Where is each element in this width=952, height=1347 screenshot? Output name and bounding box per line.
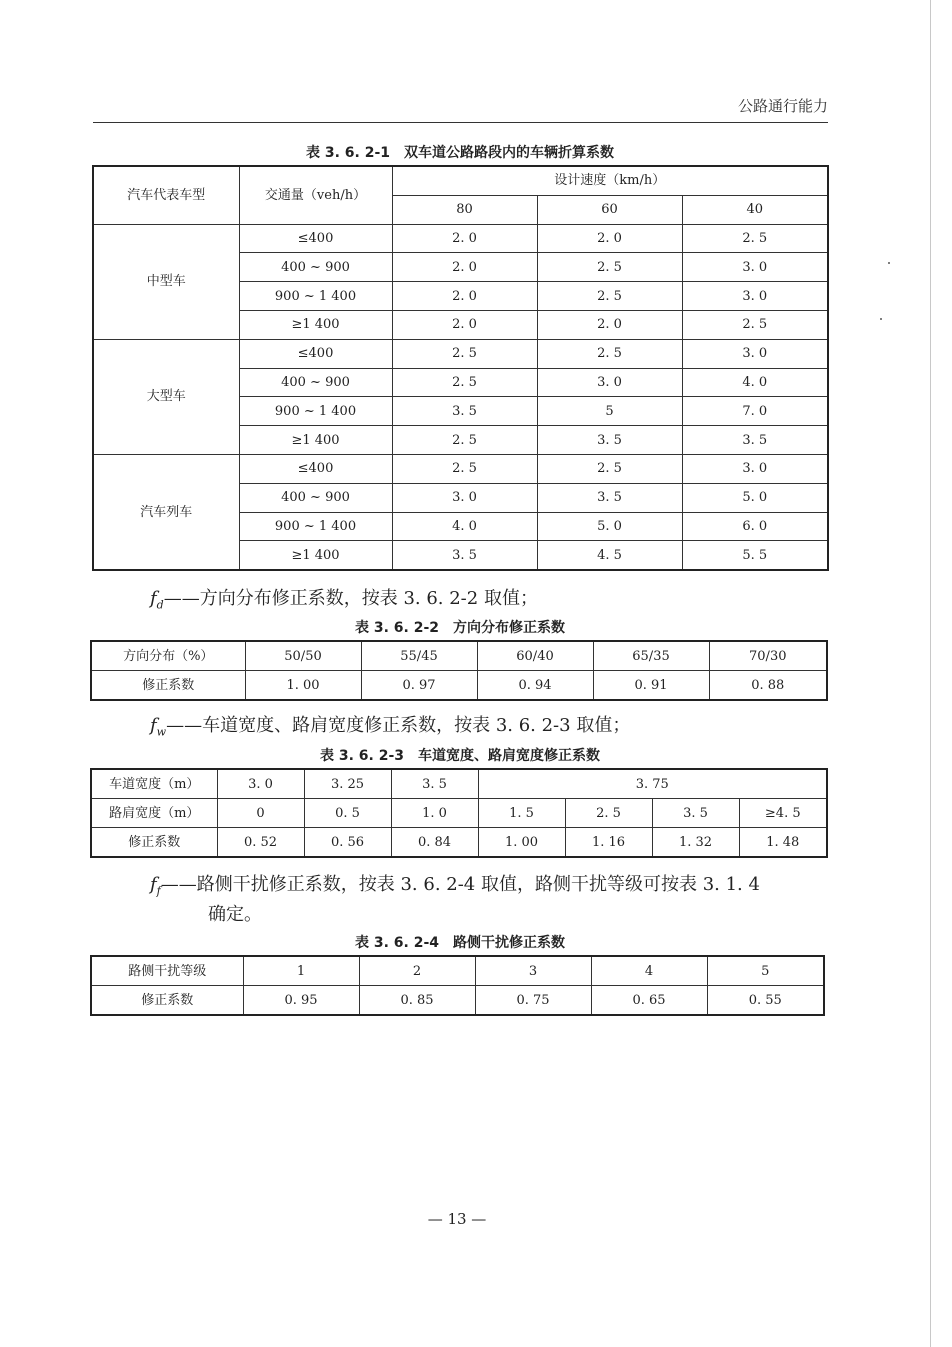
volume-cell: ≤400	[239, 224, 392, 253]
scan-speck	[880, 318, 882, 320]
volume-cell: 900 ~ 1 400	[239, 397, 392, 426]
volume-cell: ≥1 400	[239, 426, 392, 455]
scan-edge-line	[930, 0, 931, 1347]
table-cell: 1. 00	[478, 828, 565, 858]
table-row	[91, 641, 827, 671]
table-cell: 2	[359, 956, 475, 986]
table-cell: 3. 5	[392, 541, 537, 570]
table-cell: 0. 55	[707, 986, 824, 1016]
table-cell: 2. 0	[537, 224, 682, 253]
running-header: 公路通行能力	[737, 97, 828, 115]
table-row	[91, 986, 824, 1016]
table-cell: 5. 5	[682, 541, 828, 570]
page-number: — 13 —	[427, 1210, 487, 1228]
table-cell: 1. 0	[391, 799, 478, 828]
table-cell: 5	[537, 397, 682, 426]
table1-head-speed: 设计速度（km/h）	[392, 166, 828, 195]
volume-cell: 400 ~ 900	[239, 368, 392, 397]
table-cell: 2. 5	[682, 224, 828, 253]
table-row	[93, 224, 828, 253]
vehicle-type-cell: 大型车	[93, 339, 239, 454]
table-row	[93, 454, 828, 483]
table1-speed-40: 40	[682, 195, 828, 224]
table-cell: 3. 0	[217, 769, 304, 799]
table-row	[91, 956, 824, 986]
table-cell: 1. 00	[245, 671, 361, 701]
table-vehicle-conversion	[92, 165, 829, 571]
table-cell: 3. 0	[537, 368, 682, 397]
header-rule	[93, 122, 828, 123]
table4-caption: 表 3. 6. 2-4 路侧干扰修正系数	[354, 935, 566, 951]
table1-caption: 表 3. 6. 2-1 双车道公路路段内的车辆折算系数	[305, 145, 615, 161]
volume-cell: 400 ~ 900	[239, 253, 392, 282]
table-cell: 3. 5	[537, 483, 682, 512]
volume-cell: ≥1 400	[239, 310, 392, 339]
table-cell: 1. 5	[478, 799, 565, 828]
table-cell: 2. 5	[682, 310, 828, 339]
table-cell: 0. 97	[361, 671, 477, 701]
volume-cell: 900 ~ 1 400	[239, 282, 392, 311]
table-roadside-factor	[90, 955, 825, 1016]
table-cell: 0. 95	[243, 986, 359, 1016]
table-cell: 0. 91	[593, 671, 709, 701]
para-ff: $f_f——$路侧干扰修正系数，按表 3. 6. 2-4 取值，路侧干扰等级可按表 3. 1. 4	[150, 874, 760, 898]
table-cell: 2. 5	[565, 799, 652, 828]
table-cell: 5	[707, 956, 824, 986]
table-cell: 4. 0	[682, 368, 828, 397]
table-cell: 0. 52	[217, 828, 304, 858]
table1-head-vehicle: 汽车代表车型	[93, 166, 239, 224]
table1-speed-80: 80	[392, 195, 537, 224]
table-cell: 0. 75	[475, 986, 591, 1016]
table-cell: 0. 85	[359, 986, 475, 1016]
table-row	[91, 671, 827, 701]
table2-row2-label: 修正系数	[91, 671, 245, 701]
table-cell: 3. 0	[682, 339, 828, 368]
table-cell: 3. 5	[392, 397, 537, 426]
table-cell: 7. 0	[682, 397, 828, 426]
table-cell: 4. 0	[392, 512, 537, 541]
table-cell: 2. 5	[537, 253, 682, 282]
table-cell: 2. 5	[537, 454, 682, 483]
table-cell: 3. 0	[682, 253, 828, 282]
table2-caption: 表 3. 6. 2-2 方向分布修正系数	[354, 620, 566, 636]
table3-lane-label: 车道宽度（m）	[91, 769, 217, 799]
table-direction-factor	[90, 640, 828, 701]
table-cell: 5. 0	[537, 512, 682, 541]
table-cell: 2. 5	[537, 282, 682, 311]
table-cell: 4	[591, 956, 707, 986]
table-cell: 2. 5	[392, 339, 537, 368]
table-cell: 60/40	[477, 641, 593, 671]
table-cell: 3. 0	[682, 282, 828, 311]
para-fw: $f_w——$车道宽度、路肩宽度修正系数，按表 3. 6. 2-3 取值；	[150, 715, 631, 739]
table-cell: 50/50	[245, 641, 361, 671]
table-cell: 3. 5	[537, 426, 682, 455]
table-cell: 1	[243, 956, 359, 986]
table-cell: 2. 5	[537, 339, 682, 368]
table-row	[91, 769, 827, 799]
table-cell: 0. 84	[391, 828, 478, 858]
vehicle-type-cell: 汽车列车	[93, 454, 239, 570]
para-ff-continuation: 确定。	[208, 904, 262, 925]
table-cell: 2. 5	[392, 454, 537, 483]
table-cell: 2. 5	[392, 426, 537, 455]
table-cell: 3. 5	[391, 769, 478, 799]
table-cell: 3. 0	[682, 454, 828, 483]
table-cell: 2. 0	[392, 282, 537, 311]
table-cell: 0. 65	[591, 986, 707, 1016]
table-cell: 3. 0	[392, 483, 537, 512]
table-row	[91, 828, 827, 858]
table-cell: ≥4. 5	[739, 799, 827, 828]
table3-caption: 表 3. 6. 2-3 车道宽度、路肩宽度修正系数	[319, 748, 601, 764]
table-cell: 3. 5	[682, 426, 828, 455]
volume-cell: ≤400	[239, 339, 392, 368]
table-cell: 1. 48	[739, 828, 827, 858]
table-cell: 1. 32	[652, 828, 739, 858]
table-row	[91, 799, 827, 828]
table-cell: 5. 0	[682, 483, 828, 512]
table-cell: 6. 0	[682, 512, 828, 541]
table2-row1-label: 方向分布（%）	[91, 641, 245, 671]
table-cell: 1. 16	[565, 828, 652, 858]
table-cell: 3	[475, 956, 591, 986]
table1-head-volume: 交通量（veh/h）	[239, 166, 392, 224]
table3-shoulder-label: 路肩宽度（m）	[91, 799, 217, 828]
table-cell: 0. 88	[709, 671, 827, 701]
volume-cell: 900 ~ 1 400	[239, 512, 392, 541]
para-fd: $f_d——$方向分布修正系数，按表 3. 6. 2-2 取值；	[150, 588, 538, 612]
volume-cell: ≥1 400	[239, 541, 392, 570]
scan-speck	[888, 262, 890, 264]
table1-speed-60: 60	[537, 195, 682, 224]
table-cell: 2. 5	[392, 368, 537, 397]
table-cell: 2. 0	[537, 310, 682, 339]
table-cell: 2. 0	[392, 253, 537, 282]
volume-cell: ≤400	[239, 454, 392, 483]
table-cell: 65/35	[593, 641, 709, 671]
table-cell: 3. 25	[304, 769, 391, 799]
table-cell: 2. 0	[392, 224, 537, 253]
table4-row1-label: 路侧干扰等级	[91, 956, 243, 986]
table-cell: 2. 0	[392, 310, 537, 339]
table3-factor-label: 修正系数	[91, 828, 217, 858]
vehicle-type-cell: 中型车	[93, 224, 239, 339]
table4-row2-label: 修正系数	[91, 986, 243, 1016]
table-cell: 70/30	[709, 641, 827, 671]
table-cell: 3. 5	[652, 799, 739, 828]
volume-cell: 400 ~ 900	[239, 483, 392, 512]
table-row	[93, 339, 828, 368]
table-cell: 55/45	[361, 641, 477, 671]
table-cell: 4. 5	[537, 541, 682, 570]
table-cell: 0. 94	[477, 671, 593, 701]
table-lane-shoulder-factor	[90, 768, 828, 858]
table-cell: 3. 75	[478, 769, 827, 799]
table-cell: 0. 56	[304, 828, 391, 858]
table-cell: 0. 5	[304, 799, 391, 828]
table-cell: 0	[217, 799, 304, 828]
